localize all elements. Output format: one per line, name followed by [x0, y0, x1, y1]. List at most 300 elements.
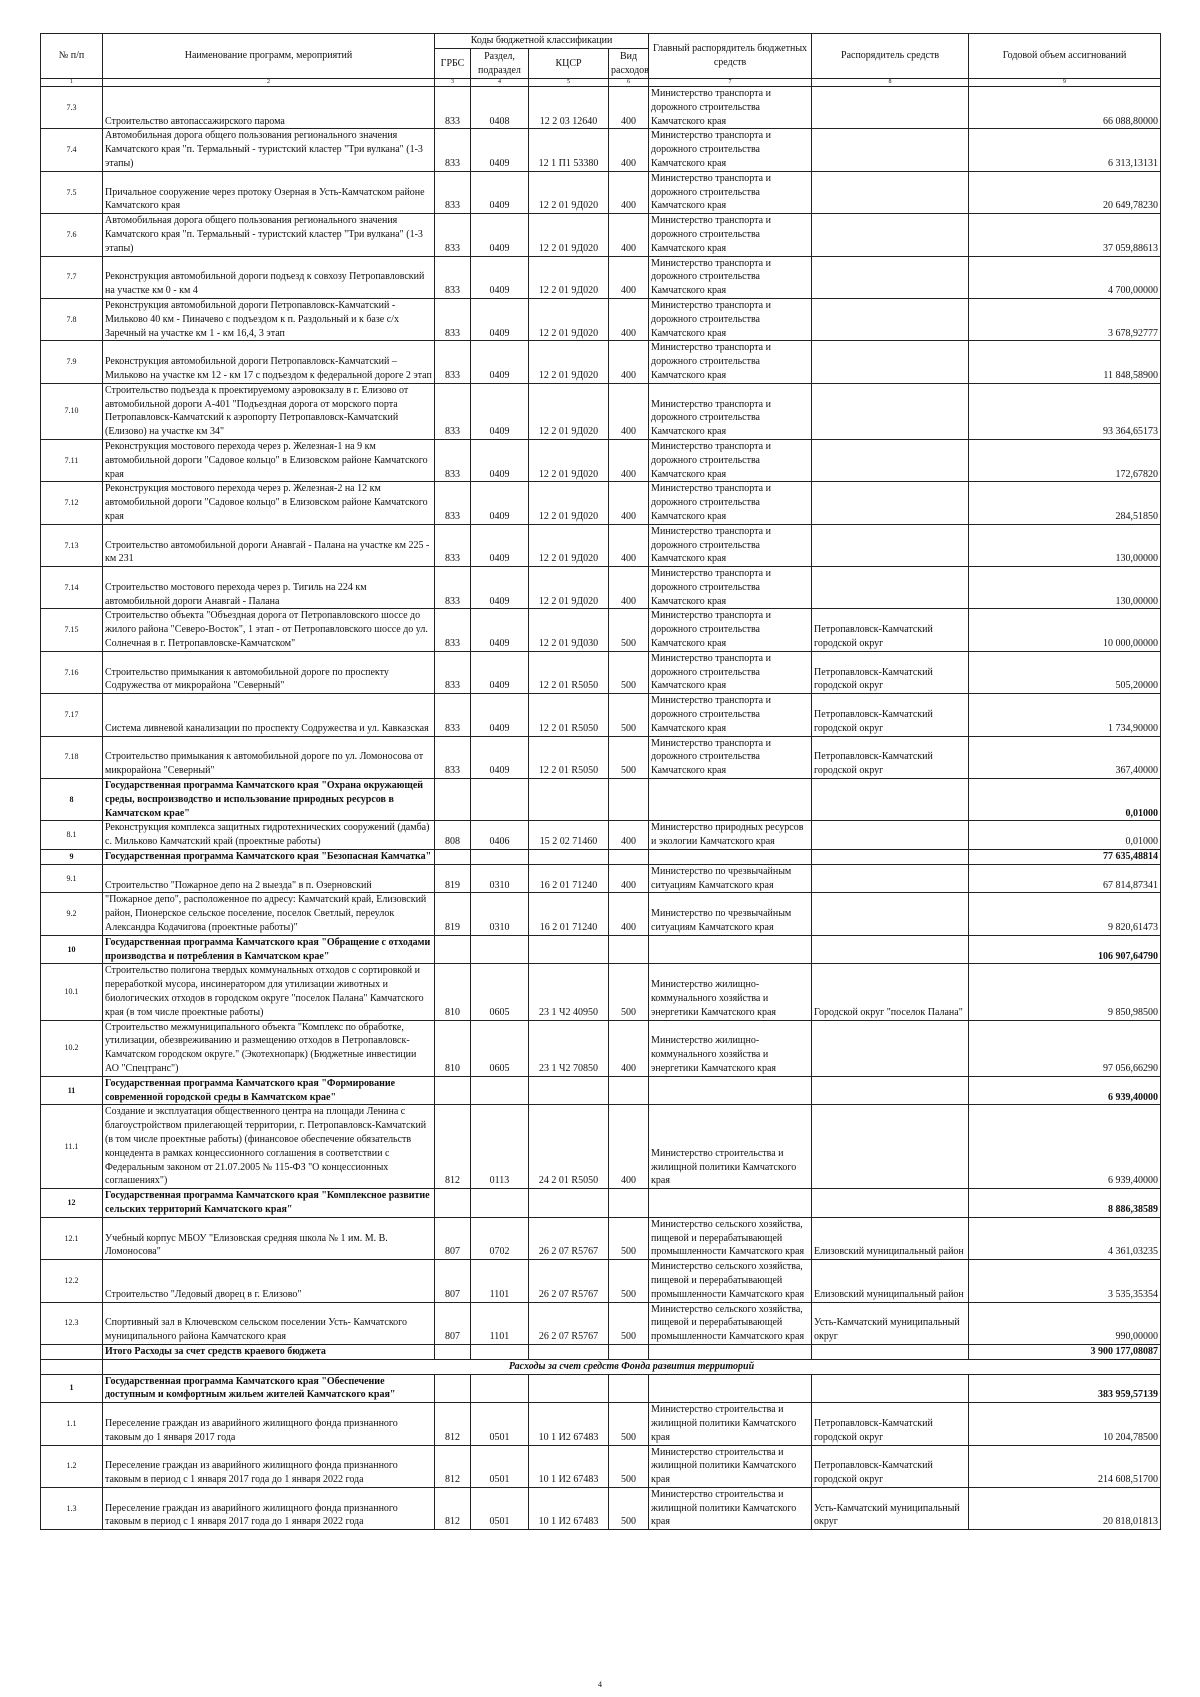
table-row — [41, 256, 1161, 298]
row-disposer — [812, 439, 969, 481]
program-name: Государственная программа Камчатского края "Обеспечение доступным и комфортным жильем жителей Камчатского края" — [103, 1374, 435, 1403]
row-number: 7.11 — [41, 439, 103, 481]
program-empty-cell — [649, 1189, 812, 1218]
program-number: 9 — [41, 850, 103, 865]
row-vid: 400 — [609, 214, 649, 256]
section-row — [41, 1359, 1161, 1374]
section-empty-cell — [41, 1359, 103, 1374]
row-main-manager: Министерство транспорта и дорожного строительства Камчатского края — [649, 256, 812, 298]
row-main-manager: Министерство транспорта и дорожного строительства Камчатского края — [649, 524, 812, 566]
row-disposer: Петропавловск-Камчатский городской округ — [812, 1403, 969, 1445]
program-sum: 77 635,48814 — [969, 850, 1161, 865]
table-row — [41, 482, 1161, 524]
row-disposer — [812, 482, 969, 524]
row-vid: 400 — [609, 1105, 649, 1189]
row-name: Переселение граждан из аварийного жилищного фонда признанного таковым в период с 1 января 2017 года до 1 января 2022 года — [103, 1487, 435, 1529]
row-vid: 400 — [609, 341, 649, 383]
row-razdel: 0406 — [471, 821, 529, 850]
table-body — [41, 87, 1161, 1530]
row-sum: 4 361,03235 — [969, 1217, 1161, 1259]
row-kcsr: 12 2 01 9Д020 — [529, 298, 609, 340]
header-index: 7 — [649, 79, 812, 87]
row-razdel: 0409 — [471, 651, 529, 693]
program-name: Государственная программа Камчатского края "Безопасная Камчатка" — [103, 850, 435, 865]
total-label: Итого Расходы за счет средств краевого бюджета — [103, 1344, 435, 1359]
program-number: 12 — [41, 1189, 103, 1218]
row-main-manager: Министерство транспорта и дорожного строительства Камчатского края — [649, 439, 812, 481]
row-vid: 400 — [609, 256, 649, 298]
row-kcsr: 10 1 И2 67483 — [529, 1487, 609, 1529]
header-index: 1 — [41, 79, 103, 87]
row-sum: 9 820,61473 — [969, 893, 1161, 935]
program-row — [41, 1076, 1161, 1105]
row-sum: 172,67820 — [969, 439, 1161, 481]
row-kcsr: 12 1 П1 53380 — [529, 129, 609, 171]
program-empty-cell — [435, 935, 471, 964]
row-kcsr: 12 2 01 9Д020 — [529, 256, 609, 298]
program-empty-cell — [649, 935, 812, 964]
table-row — [41, 341, 1161, 383]
table-row — [41, 383, 1161, 439]
total-empty-cell — [435, 1344, 471, 1359]
row-kcsr: 15 2 02 71460 — [529, 821, 609, 850]
row-sum: 505,20000 — [969, 651, 1161, 693]
row-vid: 400 — [609, 821, 649, 850]
row-razdel: 0501 — [471, 1445, 529, 1487]
row-grbs: 819 — [435, 893, 471, 935]
row-name: Строительство примыкания к автомобильной дороге по проспекту Содружества от микрорайона "Северный" — [103, 651, 435, 693]
program-empty-cell — [649, 850, 812, 865]
table-row — [41, 439, 1161, 481]
row-razdel: 1101 — [471, 1260, 529, 1302]
program-empty-cell — [649, 1076, 812, 1105]
row-sum: 6 939,40000 — [969, 1105, 1161, 1189]
header-grbs: ГРБС — [435, 49, 471, 79]
row-grbs: 833 — [435, 171, 471, 213]
total-empty-cell — [609, 1344, 649, 1359]
row-main-manager: Министерство транспорта и дорожного строительства Камчатского края — [649, 341, 812, 383]
header-index: 8 — [812, 79, 969, 87]
total-row — [41, 1344, 1161, 1359]
row-name: Создание и эксплуатация общественного центра на площади Ленина с благоустройством прилегающей территории, г. Петропавловск-Камчатский (в том числе проектные работы) (финансовое обеспечение обязательств концедента в рамках концессионного соглашения в соответствии с Федеральным законом от 21.07.2005 № 115-ФЗ "О концессионных соглашениях") — [103, 1105, 435, 1189]
row-disposer — [812, 1020, 969, 1076]
program-row — [41, 935, 1161, 964]
row-vid: 400 — [609, 87, 649, 129]
table-row — [41, 1302, 1161, 1344]
row-grbs: 810 — [435, 1020, 471, 1076]
row-name: Строительство объекта "Объездная дорога от Петропавловского шоссе до жилого района "Северо-Восток", 1 этап - от Петропавловского шоссе до ул. Солнечная в г. Петропавловске-Камчатском" — [103, 609, 435, 651]
row-name: Реконструкция автомобильной дороги подъезд к совхозу Петропавловский на участке км 0 - км 4 — [103, 256, 435, 298]
row-number: 1.3 — [41, 1487, 103, 1529]
program-number: 8 — [41, 779, 103, 821]
row-razdel: 0409 — [471, 524, 529, 566]
program-empty-cell — [609, 1374, 649, 1403]
row-sum: 990,00000 — [969, 1302, 1161, 1344]
row-sum: 10 204,78500 — [969, 1403, 1161, 1445]
program-empty-cell — [649, 1374, 812, 1403]
program-empty-cell — [529, 850, 609, 865]
program-empty-cell — [471, 779, 529, 821]
table-row — [41, 864, 1161, 893]
row-number: 8.1 — [41, 821, 103, 850]
row-main-manager: Министерство строительства и жилищной политики Камчатского края — [649, 1487, 812, 1529]
row-razdel: 0409 — [471, 694, 529, 736]
table-row — [41, 964, 1161, 1020]
row-razdel: 0408 — [471, 87, 529, 129]
row-main-manager: Министерство жилищно-коммунального хозяйства и энергетики Камчатского края — [649, 1020, 812, 1076]
program-empty-cell — [609, 850, 649, 865]
row-razdel: 0113 — [471, 1105, 529, 1189]
row-number: 11.1 — [41, 1105, 103, 1189]
section-title: Расходы за счет средств Фонда развития территорий — [103, 1359, 1161, 1374]
row-razdel: 0501 — [471, 1403, 529, 1445]
row-razdel: 0409 — [471, 298, 529, 340]
table-row — [41, 1020, 1161, 1076]
row-kcsr: 12 2 01 9Д020 — [529, 383, 609, 439]
total-empty-cell — [812, 1344, 969, 1359]
row-kcsr: 12 2 01 9Д020 — [529, 171, 609, 213]
row-disposer — [812, 821, 969, 850]
row-disposer: Петропавловск-Камчатский городской округ — [812, 1445, 969, 1487]
row-name: Строительство "Ледовый дворец в г. Елизово" — [103, 1260, 435, 1302]
row-grbs: 833 — [435, 482, 471, 524]
row-kcsr: 24 2 01 R5050 — [529, 1105, 609, 1189]
row-name: Реконструкция комплекса защитных гидротехнических сооружений (дамба) с. Мильково Камчатский край (проектные работы) — [103, 821, 435, 850]
row-main-manager: Министерство транспорта и дорожного строительства Камчатского края — [649, 651, 812, 693]
header-vid: Вид расходов — [609, 49, 649, 79]
row-grbs: 833 — [435, 383, 471, 439]
row-name: Реконструкция автомобильной дороги Петропавловск-Камчатский - Мильково 40 км - Пиначево с подъездом к п. Раздольный и к базе с/х Заречный на участке км 1 - км 16,4, 3 этап — [103, 298, 435, 340]
program-sum: 383 959,57139 — [969, 1374, 1161, 1403]
row-number: 9.1 — [41, 864, 103, 893]
row-name: Строительство мостового перехода через р. Тигиль на 224 км автомобильной дороги Анавгай - Палана — [103, 567, 435, 609]
program-empty-cell — [649, 779, 812, 821]
row-name: Спортивный зал в Ключевском сельском поселении Усть- Камчатского муниципального района Камчатского края — [103, 1302, 435, 1344]
row-name: Автомобильная дорога общего пользования регионального значения Камчатского края "п. Термальный - туристский кластер "Три вулкана" (1-3 этапы) — [103, 129, 435, 171]
row-number: 7.10 — [41, 383, 103, 439]
row-grbs: 833 — [435, 87, 471, 129]
program-empty-cell — [609, 779, 649, 821]
row-name: Строительство межмуниципального объекта "Комплекс по обработке, утилизации, обезвреживанию и размещению отходов в Петропавловск-Камчатском городском округе." (Экотехнопарк) (Бюджетные инвестиции АО "Спецтранс") — [103, 1020, 435, 1076]
program-sum: 0,01000 — [969, 779, 1161, 821]
row-vid: 500 — [609, 964, 649, 1020]
program-empty-cell — [471, 1189, 529, 1218]
program-empty-cell — [529, 779, 609, 821]
row-grbs: 833 — [435, 567, 471, 609]
row-name: Система ливневой канализации по проспекту Содружества и ул. Кавказская — [103, 694, 435, 736]
page-number: 4 — [598, 1680, 602, 1689]
row-vid: 500 — [609, 1445, 649, 1487]
table-row — [41, 524, 1161, 566]
row-vid: 500 — [609, 736, 649, 778]
row-number: 7.5 — [41, 171, 103, 213]
row-sum: 37 059,88613 — [969, 214, 1161, 256]
row-disposer — [812, 214, 969, 256]
table-row — [41, 171, 1161, 213]
row-sum: 1 734,90000 — [969, 694, 1161, 736]
row-name: Строительство автопассажирского парома — [103, 87, 435, 129]
row-main-manager: Министерство транспорта и дорожного строительства Камчатского края — [649, 609, 812, 651]
row-grbs: 807 — [435, 1302, 471, 1344]
row-grbs: 807 — [435, 1217, 471, 1259]
row-name: Автомобильная дорога общего пользования регионального значения Камчатского края "п. Термальный - туристский кластер "Три вулкана" (1-3 этапы) — [103, 214, 435, 256]
row-vid: 400 — [609, 864, 649, 893]
row-sum: 93 364,65173 — [969, 383, 1161, 439]
table-row — [41, 694, 1161, 736]
row-vid: 400 — [609, 524, 649, 566]
row-main-manager: Министерство строительства и жилищной политики Камчатского края — [649, 1403, 812, 1445]
row-razdel: 1101 — [471, 1302, 529, 1344]
program-empty-cell — [529, 1189, 609, 1218]
row-number: 7.6 — [41, 214, 103, 256]
row-kcsr: 12 2 01 9Д030 — [529, 609, 609, 651]
row-grbs: 833 — [435, 694, 471, 736]
row-vid: 400 — [609, 893, 649, 935]
row-number: 10.2 — [41, 1020, 103, 1076]
program-number: 1 — [41, 1374, 103, 1403]
program-empty-cell — [812, 1189, 969, 1218]
row-name: Строительство автомобильной дороги Анавгай - Палана на участке км 225 - км 231 — [103, 524, 435, 566]
row-grbs: 833 — [435, 439, 471, 481]
program-empty-cell — [471, 850, 529, 865]
header-index: 3 — [435, 79, 471, 87]
row-disposer — [812, 129, 969, 171]
program-empty-cell — [812, 1076, 969, 1105]
row-name: Переселение граждан из аварийного жилищного фонда признанного таковым в период с 1 января 2017 года до 1 января 2022 года — [103, 1445, 435, 1487]
row-kcsr: 12 2 01 9Д020 — [529, 567, 609, 609]
row-main-manager: Министерство транспорта и дорожного строительства Камчатского края — [649, 171, 812, 213]
row-grbs: 833 — [435, 341, 471, 383]
row-number: 7.18 — [41, 736, 103, 778]
row-name: Реконструкция мостового перехода через р. Железная-1 на 9 км автомобильной дороги "Садовое кольцо" в Елизовском районе Камчатского края — [103, 439, 435, 481]
row-disposer — [812, 383, 969, 439]
row-kcsr: 12 2 01 R5050 — [529, 694, 609, 736]
row-razdel: 0501 — [471, 1487, 529, 1529]
row-main-manager: Министерство транспорта и дорожного строительства Камчатского края — [649, 298, 812, 340]
program-sum: 106 907,64790 — [969, 935, 1161, 964]
header-index: 5 — [529, 79, 609, 87]
row-number: 7.17 — [41, 694, 103, 736]
row-kcsr: 26 2 07 R5767 — [529, 1260, 609, 1302]
table-row — [41, 1487, 1161, 1529]
program-empty-cell — [609, 935, 649, 964]
row-vid: 400 — [609, 439, 649, 481]
program-name: Государственная программа Камчатского края "Охрана окружающей среды, воспроизводство и использование природных ресурсов в Камчатском крае" — [103, 779, 435, 821]
row-disposer — [812, 524, 969, 566]
row-number: 1.1 — [41, 1403, 103, 1445]
table-row — [41, 651, 1161, 693]
row-razdel: 0409 — [471, 609, 529, 651]
row-disposer: Петропавловск-Камчатский городской округ — [812, 609, 969, 651]
row-main-manager: Министерство транспорта и дорожного строительства Камчатского края — [649, 383, 812, 439]
row-vid: 400 — [609, 129, 649, 171]
row-sum: 20 818,01813 — [969, 1487, 1161, 1529]
row-name: Учебный корпус МБОУ "Елизовская средняя школа № 1 им. М. В. Ломоносова" — [103, 1217, 435, 1259]
program-empty-cell — [435, 1076, 471, 1105]
row-disposer: Усть-Камчатский муниципальный округ — [812, 1302, 969, 1344]
row-main-manager: Министерство природных ресурсов и экологии Камчатского края — [649, 821, 812, 850]
row-razdel: 0310 — [471, 893, 529, 935]
row-razdel: 0310 — [471, 864, 529, 893]
table-row — [41, 1260, 1161, 1302]
program-row — [41, 1374, 1161, 1403]
table-row — [41, 129, 1161, 171]
row-grbs: 810 — [435, 964, 471, 1020]
row-kcsr: 26 2 07 R5767 — [529, 1302, 609, 1344]
row-number: 7.3 — [41, 87, 103, 129]
table-row — [41, 567, 1161, 609]
program-row — [41, 1189, 1161, 1218]
row-sum: 10 000,00000 — [969, 609, 1161, 651]
row-kcsr: 12 2 03 12640 — [529, 87, 609, 129]
total-empty-cell — [471, 1344, 529, 1359]
row-razdel: 0409 — [471, 383, 529, 439]
row-kcsr: 12 2 01 9Д020 — [529, 482, 609, 524]
row-main-manager: Министерство по чрезвычайным ситуациям Камчатского края — [649, 864, 812, 893]
table-row — [41, 1403, 1161, 1445]
row-razdel: 0409 — [471, 439, 529, 481]
row-disposer — [812, 298, 969, 340]
row-number: 9.2 — [41, 893, 103, 935]
row-disposer: Петропавловск-Камчатский городской округ — [812, 694, 969, 736]
row-number: 7.16 — [41, 651, 103, 693]
row-vid: 400 — [609, 482, 649, 524]
row-kcsr: 16 2 01 71240 — [529, 893, 609, 935]
row-main-manager: Министерство транспорта и дорожного строительства Камчатского края — [649, 129, 812, 171]
program-empty-cell — [609, 1076, 649, 1105]
row-vid: 500 — [609, 1217, 649, 1259]
row-number: 12.3 — [41, 1302, 103, 1344]
row-sum: 9 850,98500 — [969, 964, 1161, 1020]
row-main-manager: Министерство транспорта и дорожного строительства Камчатского края — [649, 87, 812, 129]
row-name: Строительство полигона твердых коммунальных отходов с сортировкой и переработкой мусора, инсинератором для утилизации животных и биологических отходов в городском округе "поселок Палана" Камчатского края (в том числе проектные работы) — [103, 964, 435, 1020]
row-vid: 400 — [609, 567, 649, 609]
row-razdel: 0409 — [471, 736, 529, 778]
row-main-manager: Министерство строительства и жилищной политики Камчатского края — [649, 1445, 812, 1487]
row-vid: 400 — [609, 298, 649, 340]
row-number: 7.14 — [41, 567, 103, 609]
header-row-1 — [41, 34, 1161, 49]
total-empty-cell — [529, 1344, 609, 1359]
row-number: 7.15 — [41, 609, 103, 651]
row-sum: 67 814,87341 — [969, 864, 1161, 893]
row-main-manager: Министерство сельского хозяйства, пищевой и перерабатывающей промышленности Камчатского края — [649, 1260, 812, 1302]
header-razdel: Раздел, подраздел — [471, 49, 529, 79]
row-disposer: Елизовский муниципальный район — [812, 1260, 969, 1302]
row-main-manager: Министерство транспорта и дорожного строительства Камчатского края — [649, 567, 812, 609]
program-number: 11 — [41, 1076, 103, 1105]
program-empty-cell — [529, 1076, 609, 1105]
header-index: 4 — [471, 79, 529, 87]
row-sum: 214 608,51700 — [969, 1445, 1161, 1487]
program-name: Государственная программа Камчатского края "Комплексное развитие сельских территорий Камчатского края" — [103, 1189, 435, 1218]
row-main-manager: Министерство сельского хозяйства, пищевой и перерабатывающей промышленности Камчатского края — [649, 1217, 812, 1259]
row-disposer — [812, 256, 969, 298]
row-vid: 500 — [609, 1403, 649, 1445]
program-empty-cell — [435, 1189, 471, 1218]
row-razdel: 0605 — [471, 1020, 529, 1076]
row-disposer: Петропавловск-Камчатский городской округ — [812, 651, 969, 693]
row-sum: 11 848,58900 — [969, 341, 1161, 383]
row-grbs: 833 — [435, 256, 471, 298]
row-kcsr: 12 2 01 R5050 — [529, 736, 609, 778]
table-row — [41, 821, 1161, 850]
row-number: 12.2 — [41, 1260, 103, 1302]
row-grbs: 833 — [435, 609, 471, 651]
row-grbs: 833 — [435, 214, 471, 256]
row-razdel: 0409 — [471, 341, 529, 383]
row-vid: 400 — [609, 171, 649, 213]
table-row — [41, 893, 1161, 935]
header-annual-sum: Годовой объем ассигнований — [969, 34, 1161, 79]
row-sum: 97 056,66290 — [969, 1020, 1161, 1076]
row-sum: 284,51850 — [969, 482, 1161, 524]
row-number: 7.7 — [41, 256, 103, 298]
program-row — [41, 779, 1161, 821]
row-disposer — [812, 864, 969, 893]
row-razdel: 0605 — [471, 964, 529, 1020]
header-codes: Коды бюджетной классификации — [435, 34, 649, 49]
row-disposer — [812, 87, 969, 129]
program-empty-cell — [812, 1374, 969, 1403]
row-disposer: Городской округ "поселок Палана" — [812, 964, 969, 1020]
row-kcsr: 12 2 01 9Д020 — [529, 439, 609, 481]
row-kcsr: 16 2 01 71240 — [529, 864, 609, 893]
row-disposer — [812, 893, 969, 935]
table-row — [41, 214, 1161, 256]
table-row — [41, 1217, 1161, 1259]
row-vid: 500 — [609, 1302, 649, 1344]
program-empty-cell — [529, 1374, 609, 1403]
row-number: 7.9 — [41, 341, 103, 383]
program-empty-cell — [812, 779, 969, 821]
row-main-manager: Министерство транспорта и дорожного строительства Камчатского края — [649, 736, 812, 778]
row-sum: 6 313,13131 — [969, 129, 1161, 171]
row-sum: 130,00000 — [969, 524, 1161, 566]
row-kcsr: 12 2 01 9Д020 — [529, 524, 609, 566]
row-razdel: 0409 — [471, 482, 529, 524]
row-grbs: 807 — [435, 1260, 471, 1302]
row-grbs: 808 — [435, 821, 471, 850]
row-grbs: 833 — [435, 736, 471, 778]
program-empty-cell — [435, 850, 471, 865]
row-name: Строительство подъезда к проектируемому аэровокзалу в г. Елизово от автомобильной дороги А-401 "Подъездная дорога от морского порта Петропавловск-Камчатский к аэропорту Петропавловск-Камчатский (Елизово) на участке км 34" — [103, 383, 435, 439]
table-row — [41, 736, 1161, 778]
program-sum: 6 939,40000 — [969, 1076, 1161, 1105]
row-name: Строительство примыкания к автомобильной дороге по ул. Ломоносова от микрорайона "Северный" — [103, 736, 435, 778]
row-sum: 0,01000 — [969, 821, 1161, 850]
row-kcsr: 23 1 Ч2 40950 — [529, 964, 609, 1020]
row-kcsr: 12 2 01 9Д020 — [529, 214, 609, 256]
table-row — [41, 609, 1161, 651]
row-razdel: 0702 — [471, 1217, 529, 1259]
row-kcsr: 12 2 01 R5050 — [529, 651, 609, 693]
table-row — [41, 298, 1161, 340]
program-empty-cell — [609, 1189, 649, 1218]
header-index-row — [41, 79, 1161, 87]
row-disposer — [812, 341, 969, 383]
row-number: 10.1 — [41, 964, 103, 1020]
row-sum: 130,00000 — [969, 567, 1161, 609]
row-kcsr: 10 1 И2 67483 — [529, 1445, 609, 1487]
row-grbs: 819 — [435, 864, 471, 893]
row-disposer: Усть-Камчатский муниципальный округ — [812, 1487, 969, 1529]
program-empty-cell — [471, 935, 529, 964]
row-number: 7.8 — [41, 298, 103, 340]
row-razdel: 0409 — [471, 171, 529, 213]
row-main-manager: Министерство транспорта и дорожного строительства Камчатского края — [649, 694, 812, 736]
header-disposer: Распорядитель средств — [812, 34, 969, 79]
